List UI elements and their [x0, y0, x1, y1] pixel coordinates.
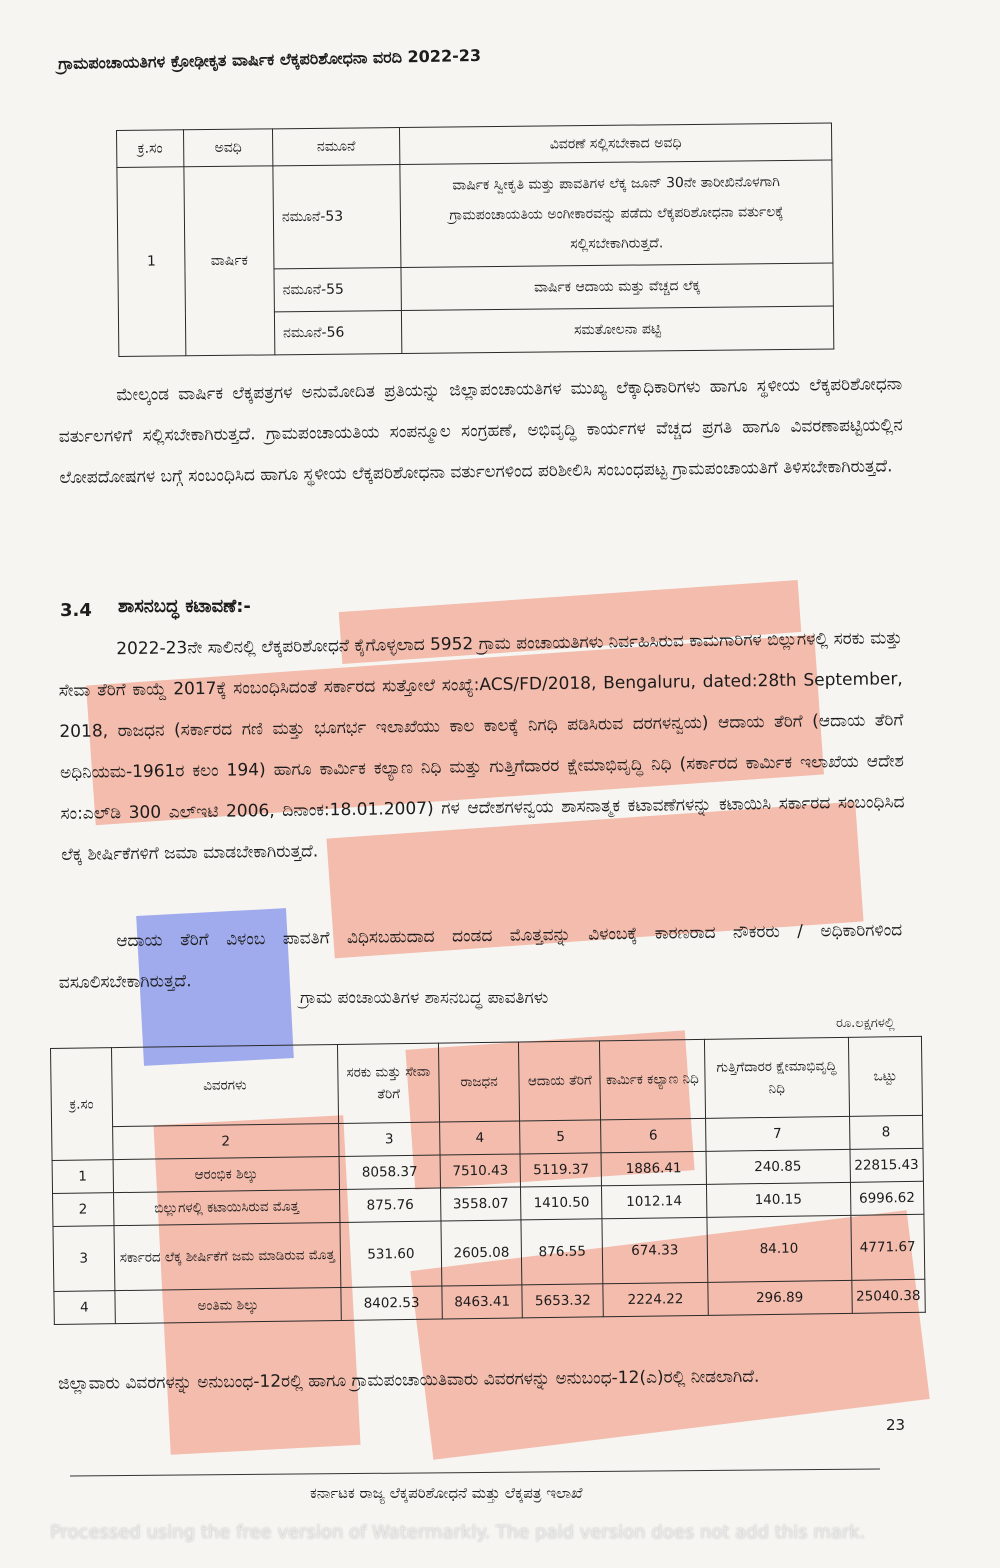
table2-sl: 3 [53, 1226, 114, 1292]
table2-value: 531.60 [340, 1221, 441, 1287]
submission-schedule-table [116, 123, 834, 357]
table1-header-form: ನಮೂನೆ [272, 128, 399, 166]
paragraph-statutory-deductions: 2022-23ನೇ ಸಾಲಿನಲ್ಲಿ ಲೆಕ್ಕಪರಿಶೋಧನೆ ಕೈಗೊಳ್ಳಲಾದ 5952 ಗ್ರಾಮ ಪಂಚಾಯತಿಗಳು ನಿರ್ವಹಿಸಿರುವ ಕಾಮಗಾರಿಗಳ ಬಿಲ್ಲುಗಳಲ್ಲಿ ಸರಕು ಮತ್ತು ಸೇವಾ ತೆರಿಗೆ ಕಾಯ್ದೆ 2017ಕ್ಕೆ ಸಂಬಂಧಿಸಿದಂತೆ ಸರ್ಕಾರದ ಸುತ್ತೋಲೆ ಸಂಖ್ಯೆ:ACS/FD/2018, Bengaluru, dated:28th September, 2018, ರಾಜಧನ (ಸರ್ಕಾರದ ಗಣಿ ಮತ್ತು ಭೂಗರ್ಭ ಇಲಾಖೆಯು ಕಾಲ ಕಾಲಕ್ಕೆ ನಿಗಧಿ ಪಡಿಸಿರುವ ದರಗಳನ್ವಯ) ಆದಾಯ ತೆರಿಗೆ (ಆದಾಯ ತೆರಿಗೆ ಅಧಿನಿಯಮ-1961ರ ಕಲಂ 194) ಹಾಗೂ ಕಾರ್ಮಿಕ ಕಲ್ಯಾಣ ನಿಧಿ ಮತ್ತು ಗುತ್ತಿಗೆದಾರರ ಕ್ಷೇಮಾಭಿವೃದ್ಧಿ ನಿಧಿ (ಸರ್ಕಾರದ ಕಾರ್ಮಿಕ ಇಲಾಖೆಯ ಆದೇಶ ಸಂ:ಎಲ್‌ಡಿ 300 ಎಲ್‌ಇಟಿ 2006, ದಿನಾಂಕ:18.01.2007) ಗಳ ಆದೇಶಗಳನ್ವಯ ಶಾಸನಾತ್ಮಕ ಕಟಾವಣೆಗಳನ್ನು ಕಟಾಯಿಸಿ ಸರ್ಕಾರದ ಸಂಬಂಧಿಸಿದ ಲೆಕ್ಕ ಶೀರ್ಷಿಕೆಗಳಿಗೆ ಜಮಾ ಮಾಡಬೇಕಾಗಿರುತ್ತದೆ. [58, 628, 905, 865]
table2-header: ಕಾರ್ಮಿಕ ಕಲ್ಯಾಣ ನಿಧಿ [600, 1039, 705, 1119]
table2-value: 875.76 [340, 1188, 441, 1222]
table1-desc: ವಾರ್ಷಿಕ ಆದಾಯ ಮತ್ತು ವೆಚ್ಚದ ಲೆಕ್ಕ [401, 263, 833, 311]
paragraph-late-payment-penalty: ಆದಾಯ ತೆರಿಗೆ ವಿಳಂಬ ಪಾವತಿಗೆ ವಿಧಿಸಬಹುದಾದ ದಂಡದ ಮೊತ್ತವನ್ನು ವಿಳಂಬಕ್ಕೆ ಕಾರಣರಾದ ನೌಕರರು / ಅಧಿಕಾರಿಗಳಿಂದ ವಸೂಲಿಸಬೇಕಾಗಿರುತ್ತದೆ. [58, 920, 903, 993]
statutory-payments-table [50, 1036, 926, 1325]
table2-sl: 2 [53, 1193, 114, 1227]
table1-desc: ವಾರ್ಷಿಕ ಸ್ವೀಕೃತಿ ಮತ್ತು ಪಾವತಿಗಳ ಲೆಕ್ಕ ಜೂನ್ 30ನೇ ತಾರೀಖಿನೊಳಗಾಗಿ ಗ್ರಾಮಪಂಚಾಯತಿಯ ಅಂಗೀಕಾರವನ್ನು ಪಡೆದು ಲೆಕ್ಕಪರಿಶೋಧನಾ ವರ್ತುಲಕ್ಕೆ ಸಲ್ಲಿಸಬೇಕಾಗಿರುತ್ತದೆ. [400, 160, 833, 268]
table2-value: 84.10 [707, 1215, 852, 1282]
table1-period: ವಾರ್ಷಿಕ [184, 166, 275, 356]
table2-value: 6996.62 [850, 1181, 924, 1215]
table2-value: 7510.43 [440, 1154, 521, 1188]
table1-header-period: ಅವಧಿ [184, 129, 273, 167]
table1-form: ನಮೂನೆ-53 [273, 165, 401, 269]
table2-sl: 1 [52, 1160, 113, 1194]
table2-value: 4771.67 [850, 1214, 924, 1280]
table2-header: ವಿವರಗಳು [111, 1044, 339, 1126]
table2-caption: ಗ್ರಾಮ ಪಂಚಾಯತಿಗಳ ಶಾಸನಬದ್ಧ ಪಾವತಿಗಳು [300, 988, 549, 1008]
section-title: ಶಾಸನಬದ್ಧ ಕಟಾವಣೆ:- [118, 596, 251, 617]
table2-value: 8058.37 [339, 1155, 440, 1189]
table2-value: 25040.38 [851, 1279, 925, 1313]
table2-value: 674.33 [602, 1217, 707, 1283]
table2-value: 1886.41 [601, 1151, 706, 1185]
table2-value: 8463.41 [442, 1285, 523, 1319]
table2-header: ರಾಜಧನ [438, 1042, 520, 1122]
table2-value: 876.55 [521, 1219, 603, 1285]
table1-header-sl: ಕ್ರ.ಸಂ [117, 130, 184, 168]
table2-sl: 4 [54, 1291, 115, 1325]
paragraph-annexure-reference: ಜಿಲ್ಲಾವಾರು ವಿವರಗಳನ್ನು ಅನುಬಂಧ-12ರಲ್ಲಿ ಹಾಗೂ ಗ್ರಾಮಪಂಚಾಯಿತಿವಾರು ವಿವರಗಳನ್ನು ಅನುಬಂಧ-12(ಎ)ರಲ್ಲಿ ನೀಡಲಾಗಿದೆ. [58, 1366, 760, 1394]
table2-value: 8402.53 [341, 1286, 442, 1320]
table2-col-number: 8 [849, 1115, 923, 1149]
section-number: 3.4 [60, 600, 92, 621]
table2-value: 1410.50 [521, 1186, 602, 1220]
table2-value: 5119.37 [520, 1153, 601, 1187]
table1-header-desc: ವಿವರಣೆ ಸಲ್ಲಿಸಬೇಕಾದ ಅವಧಿ [399, 123, 831, 165]
table2-value: 140.15 [706, 1182, 850, 1217]
table2-unit: ರೂ.ಲಕ್ಷಗಳಲ್ಲಿ [836, 1016, 895, 1031]
table1-sl: 1 [117, 167, 186, 357]
table2-value: 1012.14 [602, 1184, 707, 1218]
table2-label: ಸರ್ಕಾರದ ಲೆಕ್ಕ ಶೀರ್ಷಿಕೆಗೆ ಜಮ ಮಾಡಿರುವ ಮೊತ್ತ [114, 1222, 342, 1290]
watermark-text: Processed using the free version of Watermarkly. The paid version does not add this mark. [50, 1522, 866, 1543]
table2-header: ಸರಕು ಮತ್ತು ಸೇವಾ ತೆರಿಗೆ [338, 1043, 440, 1123]
table2-header: ಆದಾಯ ತೆರಿಗೆ [519, 1041, 601, 1121]
table2-label: ಬಿಲ್ಲುಗಳಲ್ಲಿ ಕಟಾಯಿಸಿರುವ ಮೊತ್ತ [113, 1189, 340, 1225]
table2-label: ಆರಂಭಿಕ ಶಿಲ್ಕು [113, 1156, 340, 1192]
table2-col-number: 3 [339, 1122, 440, 1156]
table2-value: 22815.43 [850, 1148, 924, 1182]
table2-value: 2605.08 [441, 1220, 523, 1286]
table2-value: 240.85 [706, 1149, 850, 1184]
table2-col-number: 6 [601, 1118, 706, 1152]
table2-col-number: 2 [112, 1123, 339, 1159]
table1-desc: ಸಮತೋಲನಾ ಪಟ್ಟಿ [401, 306, 833, 354]
page-number: 23 [886, 1416, 906, 1434]
table2-col-number: 7 [705, 1116, 849, 1151]
table2-label: ಅಂತಿಮ ಶಿಲ್ಕು [114, 1287, 341, 1323]
footer-divider [70, 1468, 880, 1476]
table2-value: 2224.22 [603, 1282, 708, 1316]
table2-col-number: 5 [520, 1120, 601, 1154]
table-row [53, 1214, 925, 1291]
running-header: ಗ್ರಾಮಪಂಚಾಯತಿಗಳ ಕ್ರೋಢೀಕೃತ ವಾರ್ಷಿಕ ಲೆಕ್ಕಪರಿಶೋಧನಾ ವರದಿ 2022-23 [58, 45, 482, 73]
table2-header: ಒಟ್ಟು [848, 1036, 923, 1116]
paragraph-approved-copies: ಮೇಲ್ಕಂಡ ವಾರ್ಷಿಕ ಲೆಕ್ಕಪತ್ರಗಳ ಅನುಮೋದಿತ ಪ್ರತಿಯನ್ನು ಜಿಲ್ಲಾಪಂಚಾಯತಿಗಳ ಮುಖ್ಯ ಲೆಕ್ಕಾಧಿಕಾರಿಗಳು ಹಾಗೂ ಸ್ಥಳೀಯ ಲೆಕ್ಕಪರಿಶೋಧನಾ ವರ್ತುಲಗಳಿಗೆ ಸಲ್ಲಿಸಬೇಕಾಗಿರುತ್ತದೆ. ಗ್ರಾಮಪಂಚಾಯತಿಯ ಸಂಪನ್ಮೂಲ ಸಂಗ್ರಹಣೆ, ಅಭಿವೃದ್ಧಿ ಕಾರ್ಯಗಳ ವೆಚ್ಚದ ಪ್ರಗತಿ ಹಾಗೂ ವಿವರಣಾಪಟ್ಟಿಯಲ್ಲಿನ ಲೋಪದೋಷಗಳ ಬಗ್ಗೆ ಸಂಬಂಧಿಸಿದ ಹಾಗೂ ಸ್ಥಳೀಯ ಲೆಕ್ಕಪರಿಶೋಧನಾ ವರ್ತುಲಗಳಿಂದ ಪರಿಶೀಲಿಸಿ ಸಂಬಂಧಪಟ್ಟ ಗ್ರಾಮಪಂಚಾಯತಿಗೆ ತಿಳಿಸಬೇಕಾಗಿರುತ್ತದೆ. [58, 374, 903, 488]
table2-header: ಗುತ್ತಿಗೆದಾರರ ಕ್ಷೇಮಾಭಿವೃದ್ಧಿ ನಿಧಿ [704, 1037, 849, 1118]
table2-col-number: 4 [439, 1121, 520, 1155]
table2-header: ಕ್ರ.ಸಂ [51, 1048, 113, 1161]
table2-value: 5653.32 [522, 1284, 603, 1318]
footer-department: ಕರ್ನಾಟಕ ರಾಜ್ಯ ಲೆಕ್ಕಪರಿಶೋಧನೆ ಮತ್ತು ಲೆಕ್ಕಪತ್ರ ಇಲಾಖೆ [310, 1484, 583, 1502]
table1-form: ನಮೂನೆ-55 [274, 268, 401, 312]
table2-value: 296.89 [707, 1280, 851, 1315]
table1-form: ನಮೂನೆ-56 [274, 311, 401, 355]
table2-value: 3558.07 [440, 1187, 521, 1221]
